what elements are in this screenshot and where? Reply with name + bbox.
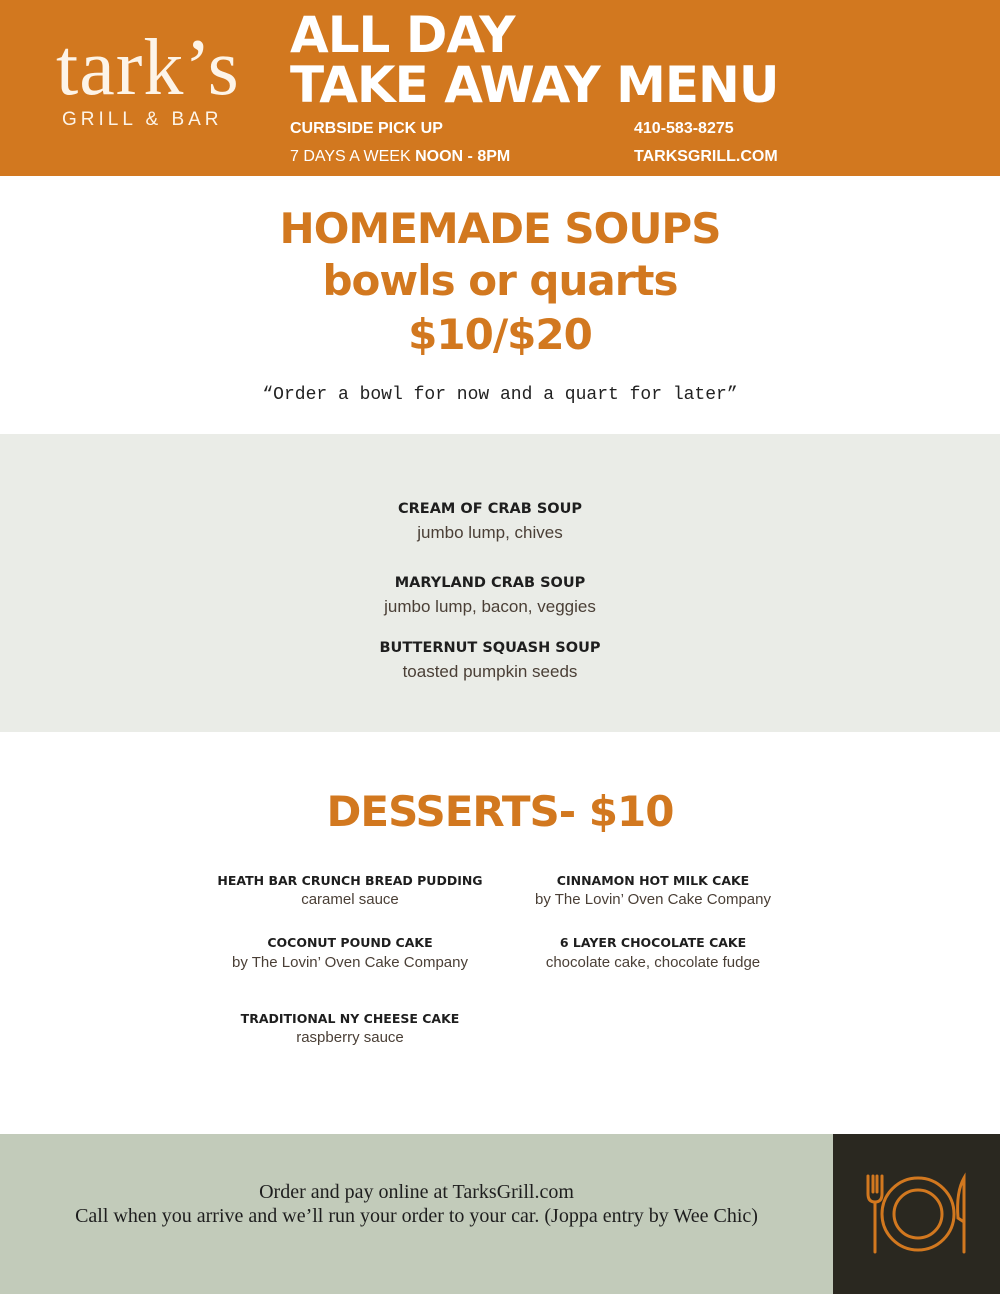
dessert-item-desc: raspberry sauce bbox=[296, 1029, 404, 1046]
hours-label: NOON - 8PM bbox=[415, 148, 511, 165]
hours-line bbox=[290, 148, 510, 166]
dessert-item-desc: caramel sauce bbox=[301, 891, 399, 908]
dessert-item-name: COCONUT POUND CAKE bbox=[267, 935, 433, 950]
dessert-item-name: TRADITIONAL NY CHEESE CAKE bbox=[240, 1011, 460, 1026]
menu-title-line1: ALL DAY bbox=[290, 6, 515, 64]
pickup-label: CURBSIDE PICK UP bbox=[290, 120, 443, 137]
plate-fork-knife-icon bbox=[862, 1172, 972, 1256]
dessert-item-name: HEATH BAR CRUNCH BREAD PUDDING bbox=[217, 873, 483, 888]
dessert-item-desc: chocolate cake, chocolate fudge bbox=[545, 954, 761, 971]
soups-heading: HOMEMADE SOUPS bbox=[279, 204, 721, 253]
logo-wordmark: tark’s bbox=[56, 24, 240, 112]
soups-quote: “Order a bowl for now and a quart for later” bbox=[262, 385, 738, 405]
dessert-item-name: 6 LAYER CHOCOLATE CAKE bbox=[559, 935, 747, 950]
dessert-item-desc: by The Lovin’ Oven Cake Company bbox=[232, 954, 468, 971]
soups-price: $10/$20 bbox=[408, 310, 592, 359]
footer-order-online: Order and pay online at TarksGrill.com bbox=[259, 1181, 574, 1203]
logo-subtitle: GRILL & BAR bbox=[62, 109, 223, 130]
menu-title-line2: TAKE AWAY MENU bbox=[290, 56, 779, 114]
soup-item-desc: jumbo lump, chives bbox=[417, 523, 563, 542]
soup-item-name: BUTTERNUT SQUASH SOUP bbox=[379, 640, 601, 656]
days-label: 7 DAYS A WEEK bbox=[290, 148, 411, 165]
phone-number[interactable]: 410-583-8275 bbox=[634, 120, 734, 137]
soup-item-name: CREAM OF CRAB SOUP bbox=[398, 501, 582, 517]
dessert-item-desc: by The Lovin’ Oven Cake Company bbox=[535, 891, 771, 908]
dessert-item-name: CINNAMON HOT MILK CAKE bbox=[556, 873, 750, 888]
website-link[interactable]: TARKSGRILL.COM bbox=[634, 148, 778, 165]
soup-item-desc: toasted pumpkin seeds bbox=[402, 662, 578, 681]
soup-item-name: MARYLAND CRAB SOUP bbox=[394, 575, 586, 591]
header-banner bbox=[0, 0, 1000, 176]
soups-subheading: bowls or quarts bbox=[322, 256, 678, 305]
footer-curbside-note: Call when you arrive and we’ll run your order to your car. (Joppa entry by Wee Chic) bbox=[75, 1205, 758, 1227]
desserts-heading: DESSERTS- $10 bbox=[326, 787, 674, 836]
soup-item-desc: jumbo lump, bacon, veggies bbox=[384, 597, 596, 616]
